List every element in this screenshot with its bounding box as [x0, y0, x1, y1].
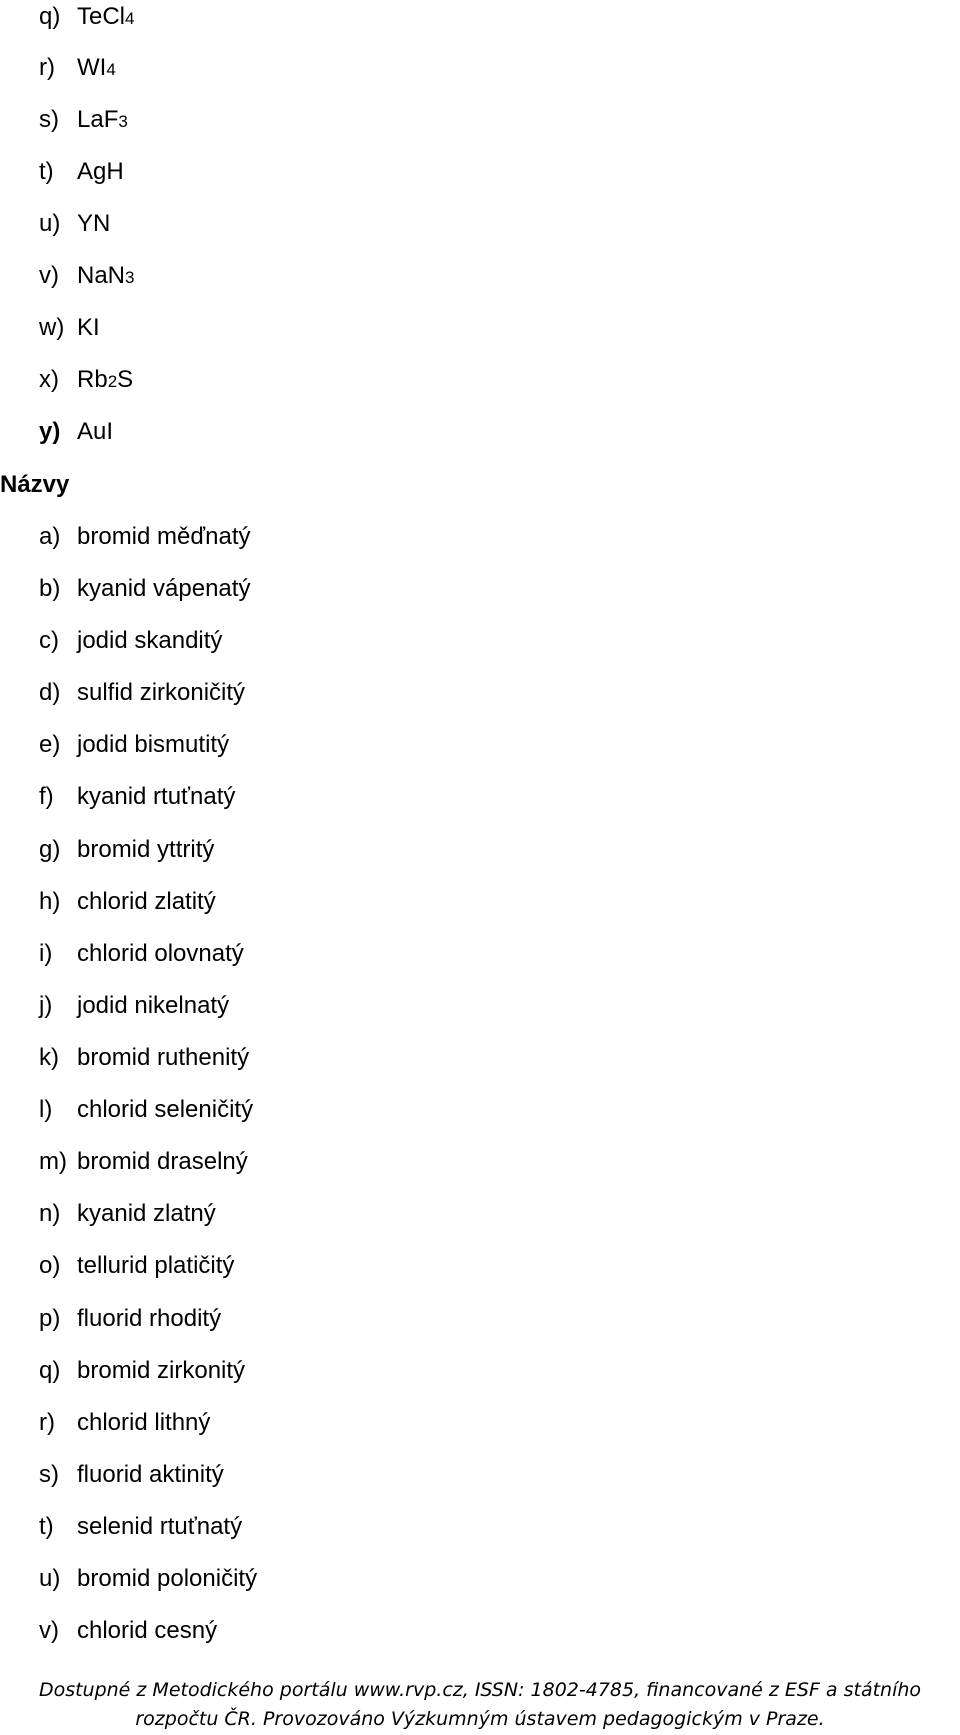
list-marker: k)	[39, 1044, 59, 1071]
list-marker: u)	[39, 210, 61, 237]
list-marker: s)	[39, 1461, 59, 1488]
formula-text: AgH	[77, 158, 124, 185]
name-text: bromid měďnatý	[77, 523, 251, 550]
formula-text: WI4	[77, 54, 116, 81]
name-text: kyanid rtuťnatý	[77, 783, 236, 810]
list-marker: w)	[39, 314, 65, 341]
name-text: chlorid cesný	[77, 1617, 218, 1644]
list-marker: o)	[39, 1252, 61, 1279]
name-text: chlorid seleničitý	[77, 1096, 254, 1123]
name-text: jodid bismutitý	[77, 731, 230, 758]
list-marker: l)	[39, 1096, 53, 1123]
list-marker: h)	[39, 888, 61, 915]
list-marker: t)	[39, 158, 54, 185]
list-marker: v)	[39, 262, 59, 289]
name-text: chlorid olovnatý	[77, 940, 244, 967]
formula-text: TeCl4	[77, 3, 135, 30]
name-text: bromid yttritý	[77, 836, 215, 863]
name-text: fluorid rhoditý	[77, 1305, 222, 1332]
list-marker: d)	[39, 679, 61, 706]
formula-text: AuI	[77, 418, 114, 445]
name-text: bromid ruthenitý	[77, 1044, 250, 1071]
formula-text: LaF3	[77, 106, 128, 133]
list-marker: i)	[39, 940, 53, 967]
formula-text: YN	[77, 210, 111, 237]
list-marker: n)	[39, 1200, 61, 1227]
list-marker: t)	[39, 1513, 54, 1540]
list-marker: g)	[39, 836, 61, 863]
formula-text: KI	[77, 314, 100, 341]
name-text: chlorid lithný	[77, 1409, 211, 1436]
list-marker: q)	[39, 1357, 61, 1384]
list-marker: m)	[39, 1148, 67, 1175]
name-text: sulfid zirkoničitý	[77, 679, 246, 706]
list-marker: q)	[39, 3, 61, 30]
footer-line-2: rozpočtu ČR. Provozováno Výzkumným ústavem pedagogickým v Praze.	[135, 1708, 825, 1730]
name-text: selenid rtuťnatý	[77, 1513, 243, 1540]
formula-text: NaN3	[77, 262, 135, 289]
name-text: fluorid aktinitý	[77, 1461, 224, 1488]
name-text: kyanid vápenatý	[77, 575, 251, 602]
list-marker: j)	[39, 992, 53, 1019]
list-marker: e)	[39, 731, 61, 758]
name-text: bromid poloničitý	[77, 1565, 258, 1592]
name-text: bromid zirkonitý	[77, 1357, 246, 1384]
list-marker: r)	[39, 1409, 55, 1436]
list-marker: s)	[39, 106, 59, 133]
footer-line-1: Dostupné z Metodického portálu www.rvp.cz, ISSN: 1802-4785, financované z ESF a státního	[38, 1679, 922, 1701]
list-marker: x)	[39, 366, 59, 393]
list-marker: y)	[39, 418, 61, 445]
list-marker: a)	[39, 523, 61, 550]
name-text: kyanid zlatný	[77, 1200, 216, 1227]
list-marker: v)	[39, 1617, 59, 1644]
formula-text: Rb2S	[77, 366, 134, 393]
list-marker: b)	[39, 575, 61, 602]
name-text: jodid nikelnatý	[77, 992, 230, 1019]
list-marker: u)	[39, 1565, 61, 1592]
name-text: bromid draselný	[77, 1148, 248, 1175]
name-text: jodid skanditý	[77, 627, 223, 654]
list-marker: c)	[39, 627, 59, 654]
list-marker: p)	[39, 1305, 61, 1332]
list-marker: f)	[39, 783, 54, 810]
name-text: tellurid platičitý	[77, 1252, 235, 1279]
names-heading: Názvy	[0, 471, 70, 498]
list-marker: r)	[39, 54, 55, 81]
name-text: chlorid zlatitý	[77, 888, 216, 915]
